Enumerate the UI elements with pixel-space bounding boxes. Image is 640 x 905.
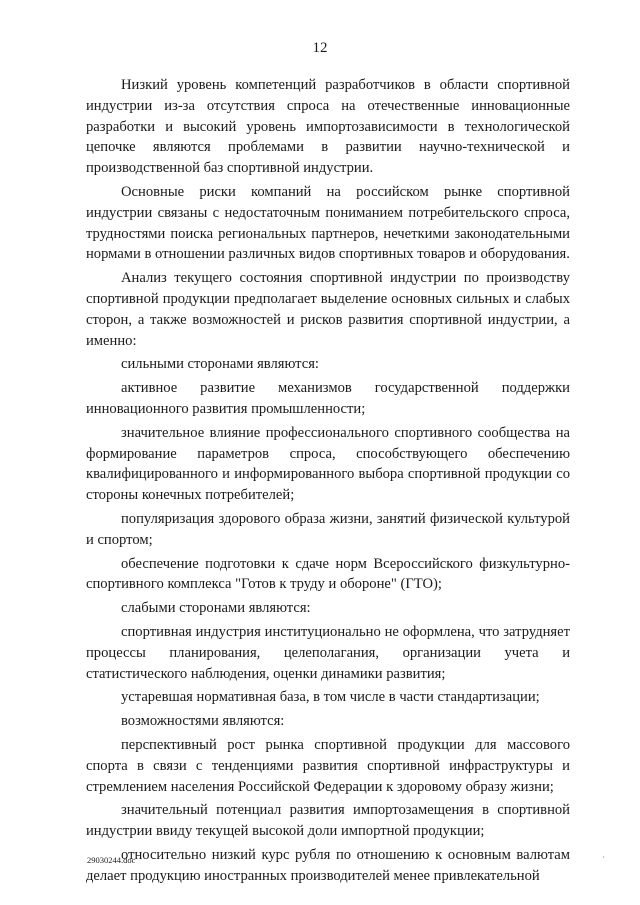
paragraph: перспективный рост рынка спортивной продукции для массового спорта в связи с тенденциями развития спортивной инфраструктуры и стремлением населения Российской Федерации к здоровому образу жизни;: [86, 736, 570, 795]
paragraph: значительное влияние профессионального спортивного сообщества на формирование параметров спроса, способствующего обеспечению квалифицированного и информированного выбора спортивной продукции со стороны конечных потребителей;: [86, 424, 570, 504]
paragraph: Анализ текущего состояния спортивной индустрии по производству спортивной продукции предполагает выделение основных сильных и слабых сторон, а также возможностей и рисков развития спортивной индустрии, а именно:: [86, 270, 570, 349]
paragraph: относительно низкий курс рубля по отношению к основным валютам делает продукцию иностранных производителей менее привлекательной: [86, 846, 570, 884]
paragraph: устаревшая нормативная база, в том числе в части стандартизации;: [121, 689, 540, 706]
page-number: 12: [312, 40, 328, 56]
paragraph: возможностями являются:: [121, 713, 285, 730]
paragraph: значительный потенциал развития импортозамещения в спортивной индустрии ввиду текущей высокой доли импортной продукции;: [86, 802, 570, 840]
body-text: [86, 75, 570, 886]
paragraph: спортивная индустрия институционально не оформлена, что затрудняет процессы планирования, целеполагания, организации учета и статистического наблюдения, оценки динамики развития;: [86, 623, 570, 682]
paragraph: Основные риски компаний на российском рынке спортивной индустрии связаны с недостаточным пониманием потребительского спроса, трудностями поиска региональных партнеров, нечеткими законодательными нормами в отношении различных видов спортивных товаров и оборудования.: [86, 183, 570, 263]
paragraph: популяризация здорового образа жизни, занятий физической культурой и спортом;: [86, 510, 570, 548]
paragraph: обеспечение подготовки к сдаче норм Всероссийского физкультурно-спортивного комплекса "Готов к труду и обороне" (ГТО);: [86, 555, 570, 593]
paragraph: активное развитие механизмов государственной поддержки инновационного развития промышленности;: [86, 380, 570, 417]
edge-scan-mark: ·: [598, 855, 609, 859]
paragraph: сильными сторонами являются:: [121, 356, 319, 373]
paragraph: Низкий уровень компетенций разработчиков в области спортивной индустрии из-за отсутствия спроса на отечественные инновационные разработки и высокий уровень импортозависимости в технологической цепочке являются проблемами в развитии научно-технической и производственной баз спортивной индустрии.: [86, 77, 570, 177]
footer-file-code: 29030244.doc: [87, 855, 136, 865]
paragraph: слабыми сторонами являются:: [121, 600, 311, 617]
